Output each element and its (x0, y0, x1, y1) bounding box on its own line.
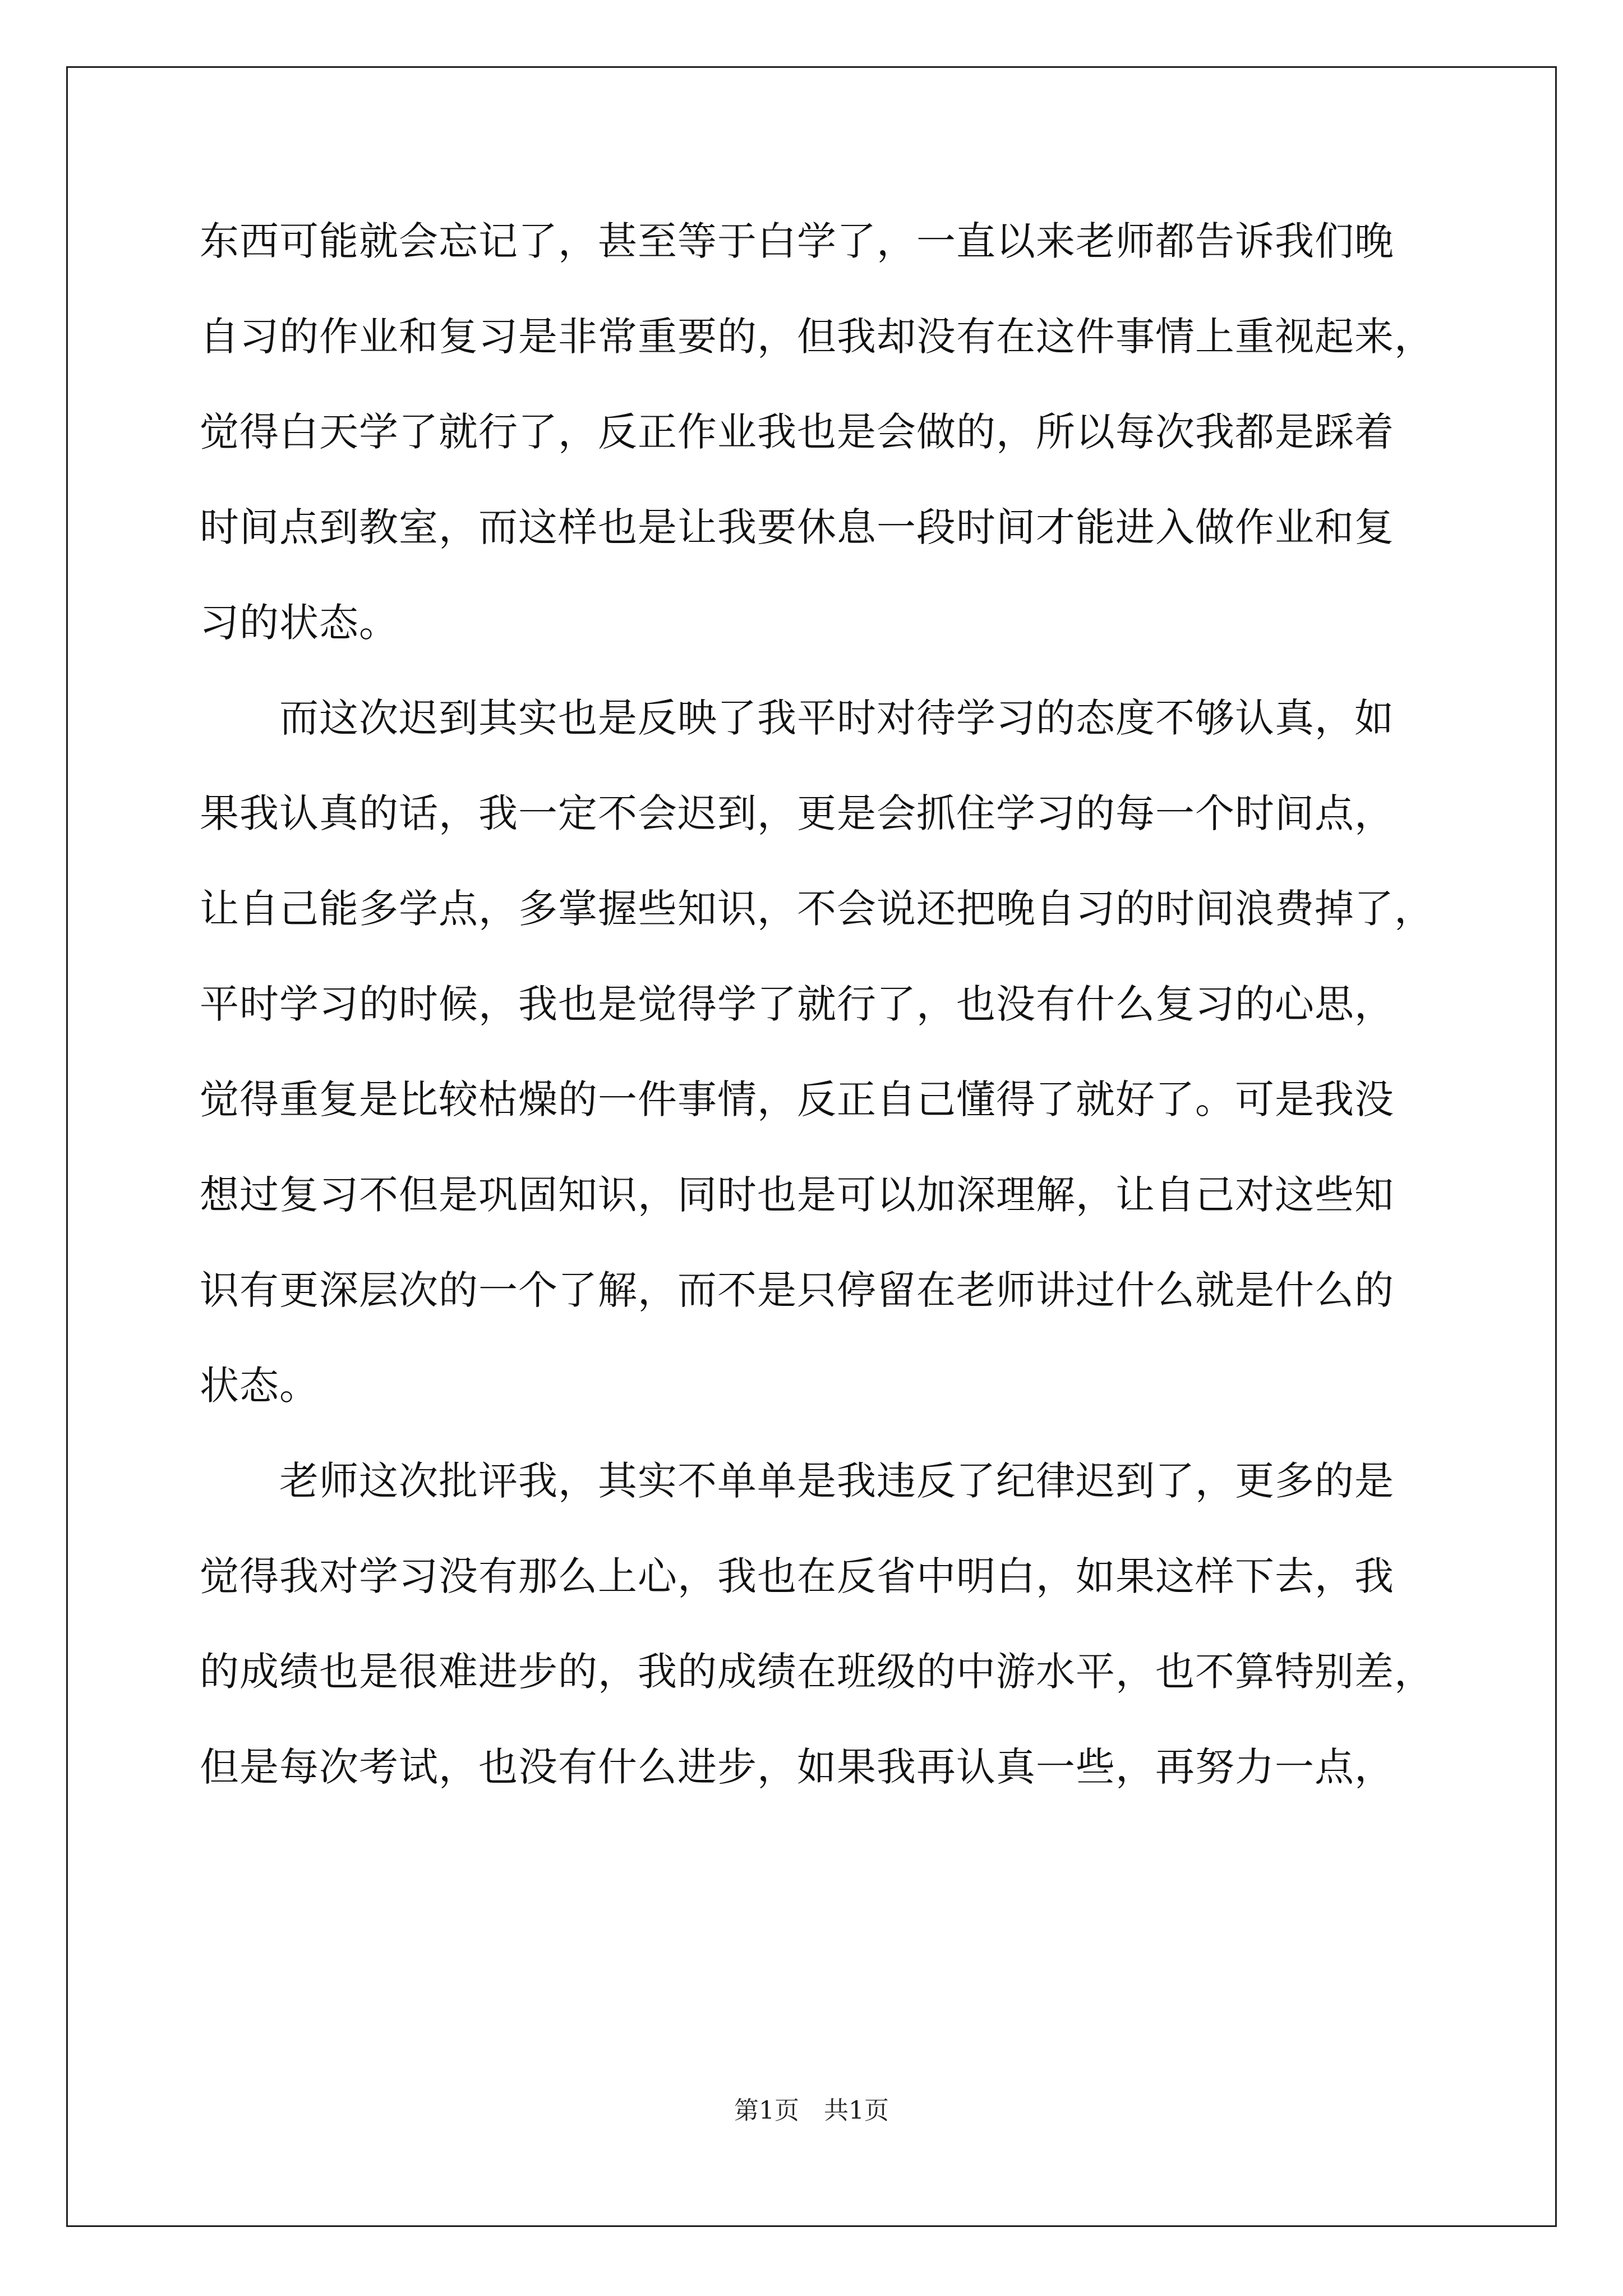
text-line: 东西可能就会忘记了，甚至等于白学了，一直以来老师都告诉我们晚 (200, 218, 1394, 264)
text-line: 识有更深层次的一个了解，而不是只停留在老师讲过什么就是什么的 (200, 1267, 1394, 1313)
text-line: 果我认真的话，我一定不会迟到，更是会抓住学习的每一个时间点， (200, 790, 1394, 836)
text-line: 觉得白天学了就行了，反正作业我也是会做的，所以每次我都是踩着 (200, 409, 1394, 455)
page-border (66, 66, 1557, 2227)
text-line: 但是每次考试，也没有什么进步，如果我再认真一些，再努力一点， (200, 1744, 1394, 1790)
text-line: 老师这次批评我，其实不单单是我违反了纪律迟到了，更多的是 (200, 1458, 1394, 1504)
text-line: 而这次迟到其实也是反映了我平时对待学习的态度不够认真，如 (200, 695, 1394, 741)
text-line: 想过复习不但是巩固知识，同时也是可以加深理解，让自己对这些知 (200, 1172, 1394, 1218)
text-line: 平时学习的时候，我也是觉得学了就行了，也没有什么复习的心思， (200, 981, 1394, 1027)
text-line: 习的状态。 (200, 600, 399, 646)
text-line: 觉得重复是比较枯燥的一件事情，反正自己懂得了就好了。可是我没 (200, 1076, 1394, 1122)
text-line: 觉得我对学习没有那么上心，我也在反省中明白，如果这样下去，我 (200, 1553, 1394, 1599)
text-line: 状态。 (200, 1363, 319, 1409)
text-line: 自习的作业和复习是非常重要的，但我却没有在这件事情上重视起来， (200, 314, 1434, 360)
text-line: 让自己能多学点，多掌握些知识，不会说还把晚自习的时间浪费掉了， (200, 886, 1434, 932)
page-number-footer: 第1页 共1页 (734, 2096, 889, 2125)
text-line: 时间点到教室，而这样也是让我要休息一段时间才能进入做作业和复 (200, 504, 1394, 550)
text-line: 的成绩也是很难进步的，我的成绩在班级的中游水平，也不算特别差， (200, 1649, 1434, 1695)
